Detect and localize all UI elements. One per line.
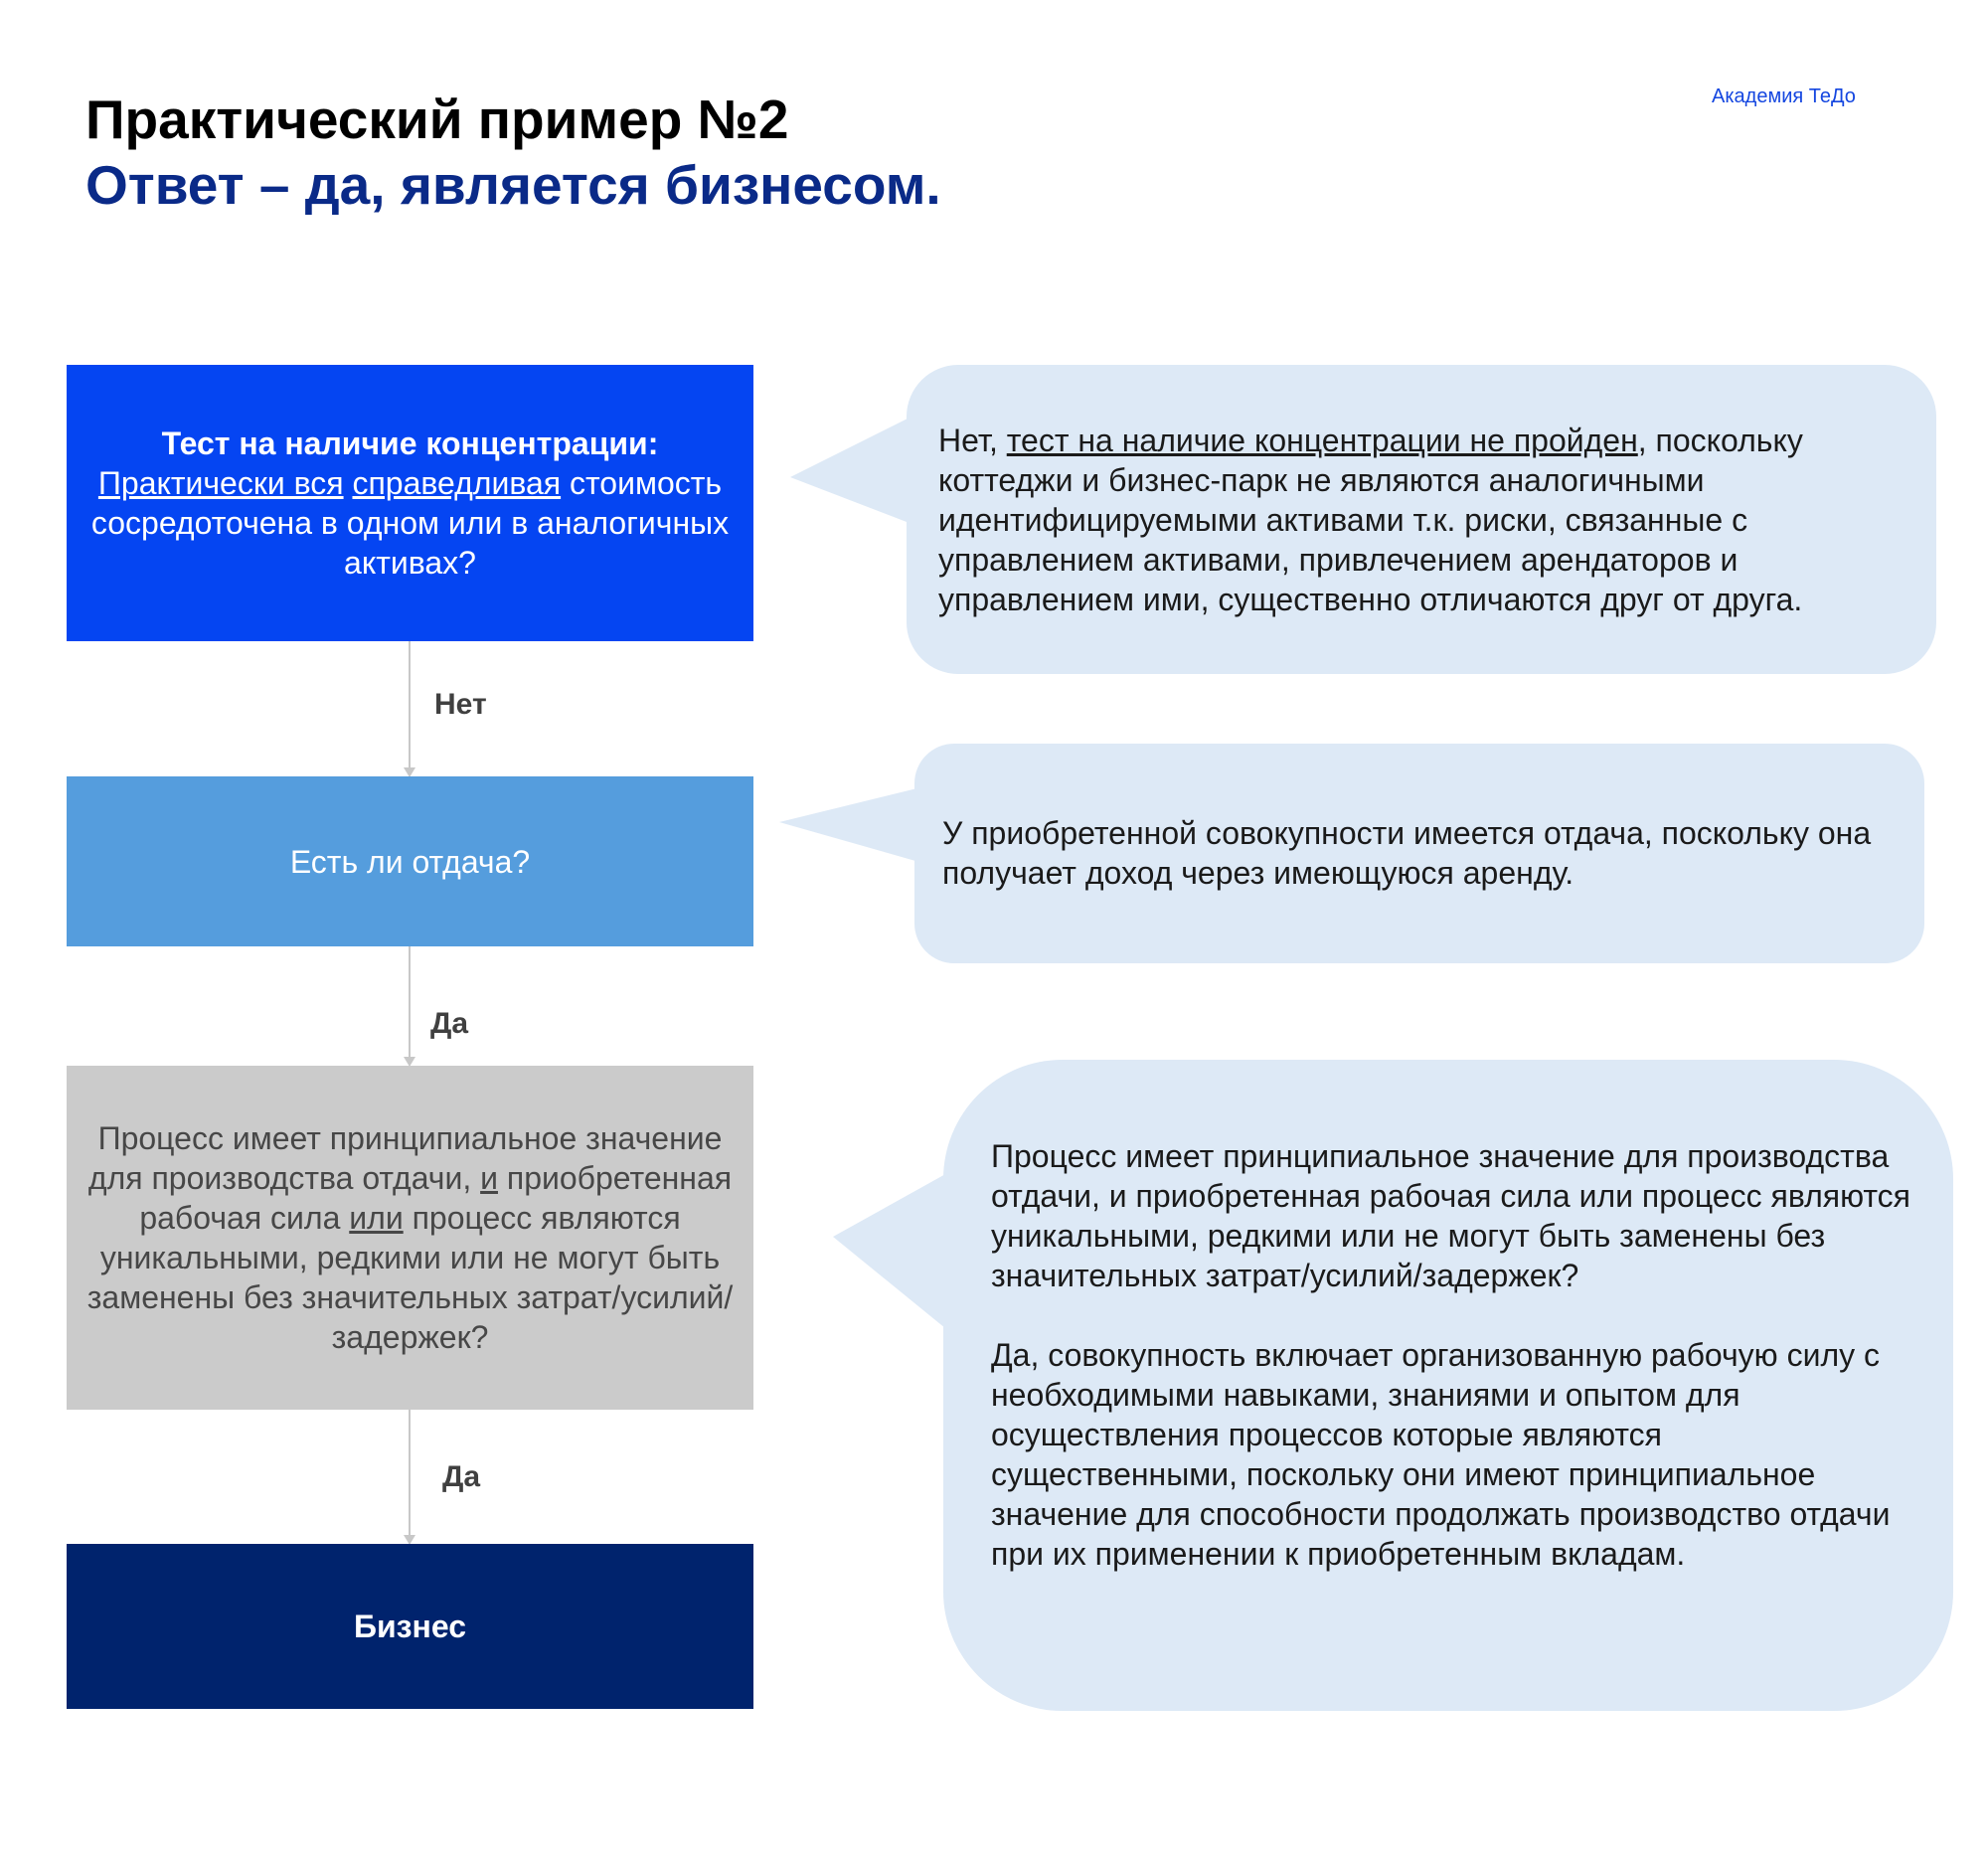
business-result-box <box>67 1544 753 1709</box>
explanation-2-text: У приобретенной совокупности имеется отдача, поскольку она получает доход через имеющуюся аренду. <box>942 815 1872 891</box>
return-explanation <box>914 744 1924 963</box>
bubble1-tail <box>790 413 919 527</box>
return-question-text: Есть ли отдача? <box>289 843 531 880</box>
concentration-test-text: стоимость сосредоточена в одном или в аналогичных активах? <box>90 465 730 581</box>
concentration-test-heading: Тест на наличие концентрации: <box>161 425 659 461</box>
explanation-1-rest: , поскольку коттеджи и бизнес-парк не являются аналогичными идентифицируемыми активами т.к. риски, связанные с управлением активами, привлечением арендаторов и управлением ими, существенно отличаются друг от друга. <box>938 423 1803 617</box>
connector-label-yes-1: Да <box>430 1007 469 1040</box>
bubble2-tail <box>779 785 929 865</box>
concentration-test-link-2: справедливая <box>352 465 562 501</box>
process-question-part1: Процесс имеет принципиальное значение для производства отдачи, <box>87 1120 723 1196</box>
connector-yes-1 <box>409 946 411 1060</box>
explanation-1-underlined: тест на наличие концентрации не пройден <box>1006 423 1638 458</box>
brand-label: Академия ТеДо <box>1712 85 1856 107</box>
concentration-test-box <box>67 365 753 641</box>
process-question-part2: приобретенная рабочая сила <box>139 1160 733 1236</box>
explanation-3-question: Процесс имеет принципиальное значение для производства отдачи, и приобретенная рабочая сила или процесс являются уникальными, редкими или не могут быть заменены без значительных затрат/усилий/задержек? <box>991 1138 1910 1293</box>
explanation-1-prefix: Нет, <box>938 423 998 458</box>
bubble3-tail <box>833 1168 956 1337</box>
process-question-box <box>67 1066 753 1410</box>
concentration-test-explanation <box>907 365 1936 674</box>
connector-no <box>409 641 411 770</box>
page-subtitle: Ответ – да, является бизнесом. <box>85 154 941 216</box>
business-result-text: Бизнес <box>353 1608 467 1644</box>
process-question-part3: процесс являются уникальными, редкими или не могут быть заменены без значительных затрат/усилий/задержек? <box>86 1200 734 1355</box>
connector-yes-2 <box>409 1410 411 1538</box>
connector-label-no: Нет <box>434 688 487 721</box>
process-question-and: и <box>480 1160 498 1196</box>
explanation-3-answer: Да, совокупность включает организованную рабочую силу с необходимыми навыками, знаниями и опытом для осуществления процессов которые являются существенными, поскольку они имеют принципиальное значение для способности продолжать производство отдачи при их применении к приобретенным вкладам. <box>991 1337 1891 1572</box>
concentration-test-link-1: Практически вся <box>97 465 344 501</box>
process-question-or: или <box>349 1200 404 1236</box>
process-explanation <box>943 1060 1953 1711</box>
page-title: Практический пример №2 <box>85 88 789 150</box>
connector-label-yes-2: Да <box>442 1460 481 1493</box>
return-question-box <box>67 776 753 946</box>
